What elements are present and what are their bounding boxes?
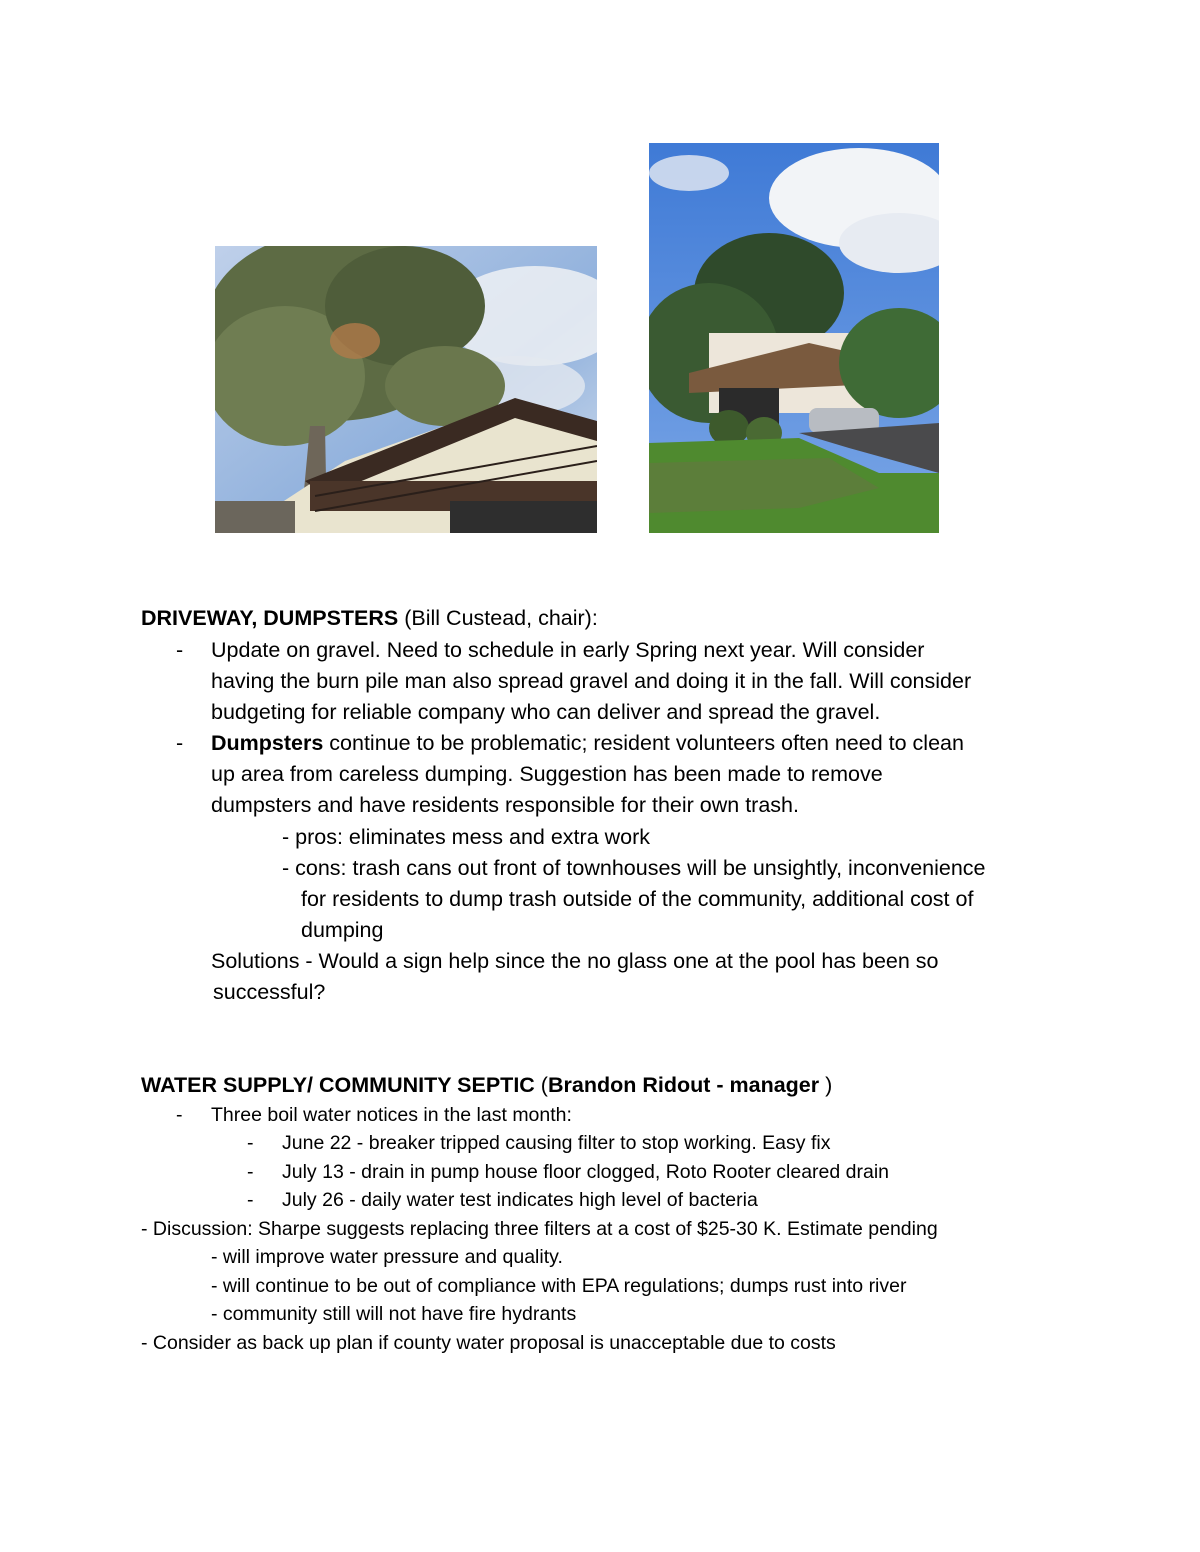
cons-text-line: dumping: [301, 918, 384, 942]
discussion-point: - will continue to be out of compliance with EPA regulations; dumps rust into river: [211, 1275, 907, 1297]
pros-text: - pros: eliminates mess and extra work: [282, 825, 651, 849]
solutions-text-line: successful?: [213, 980, 326, 1004]
cons-text-line: for residents to dump trash outside of the community, additional cost of: [301, 887, 974, 911]
dumpsters-text: continue to be problematic; resident volunteers often need to clean: [323, 731, 964, 755]
section-water-manager: Brandon Ridout - manager: [547, 1073, 820, 1097]
cons-text-line: - cons: trash cans out front of townhouses will be unsightly, inconvenience: [282, 856, 986, 880]
solutions-text-line: Solutions - Would a sign help since the no glass one at the pool has been so: [211, 949, 939, 973]
dumpsters-text-line: dumpsters and have residents responsible for their own trash.: [211, 793, 799, 817]
boil-notices-text: Three boil water notices in the last month:: [211, 1104, 572, 1126]
dumpsters-text-line: [211, 733, 964, 755]
gravel-text-line: Update on gravel. Need to schedule in early Spring next year. Will consider: [211, 638, 925, 662]
discussion-point: - community still will not have fire hydrants: [211, 1303, 577, 1325]
dumpsters-keyword: Dumpsters: [211, 731, 324, 755]
bullet-dash: -: [176, 638, 184, 662]
notice-item: July 26 - daily water test indicates high level of bacteria: [282, 1189, 758, 1211]
tree-townhouse-illustration: [215, 246, 597, 533]
bullet-dash: -: [176, 1104, 183, 1126]
section-driveway-title: DRIVEWAY, DUMPSTERS: [141, 606, 399, 630]
gravel-text-line: budgeting for reliable company who can deliver and spread the gravel.: [211, 700, 881, 724]
townhouses-lawn-photo: [649, 143, 939, 533]
notice-item: July 13 - drain in pump house floor clogged, Roto Rooter cleared drain: [282, 1161, 890, 1183]
section-driveway-heading: [141, 608, 598, 630]
heading-paren-open: (: [534, 1073, 548, 1097]
townhouses-lawn-illustration: [649, 143, 939, 533]
section-water-title: WATER SUPPLY/ COMMUNITY SEPTIC: [141, 1073, 535, 1097]
bullet-dash: -: [247, 1161, 254, 1183]
bullet-dash: -: [247, 1189, 254, 1211]
dumpsters-text-line: up area from careless dumping. Suggestion has been made to remove: [211, 762, 883, 786]
tree-townhouse-photo: [215, 246, 597, 533]
notice-item: June 22 - breaker tripped causing filter to stop working. Easy fix: [282, 1132, 831, 1154]
section-driveway-chair: (Bill Custead, chair):: [398, 606, 598, 630]
discussion-point: - will improve water pressure and quality.: [211, 1246, 563, 1268]
bullet-dash: -: [247, 1132, 254, 1154]
heading-paren-close: ): [819, 1073, 833, 1097]
discussion-text: - Discussion: Sharpe suggests replacing three filters at a cost of $25-30 K. Estimate pending: [141, 1218, 938, 1240]
consider-text: - Consider as back up plan if county water proposal is unacceptable due to costs: [141, 1332, 836, 1354]
section-water-heading: [141, 1075, 832, 1097]
gravel-text-line: having the burn pile man also spread gravel and doing it in the fall. Will consider: [211, 669, 972, 693]
bullet-dash: -: [176, 731, 184, 755]
